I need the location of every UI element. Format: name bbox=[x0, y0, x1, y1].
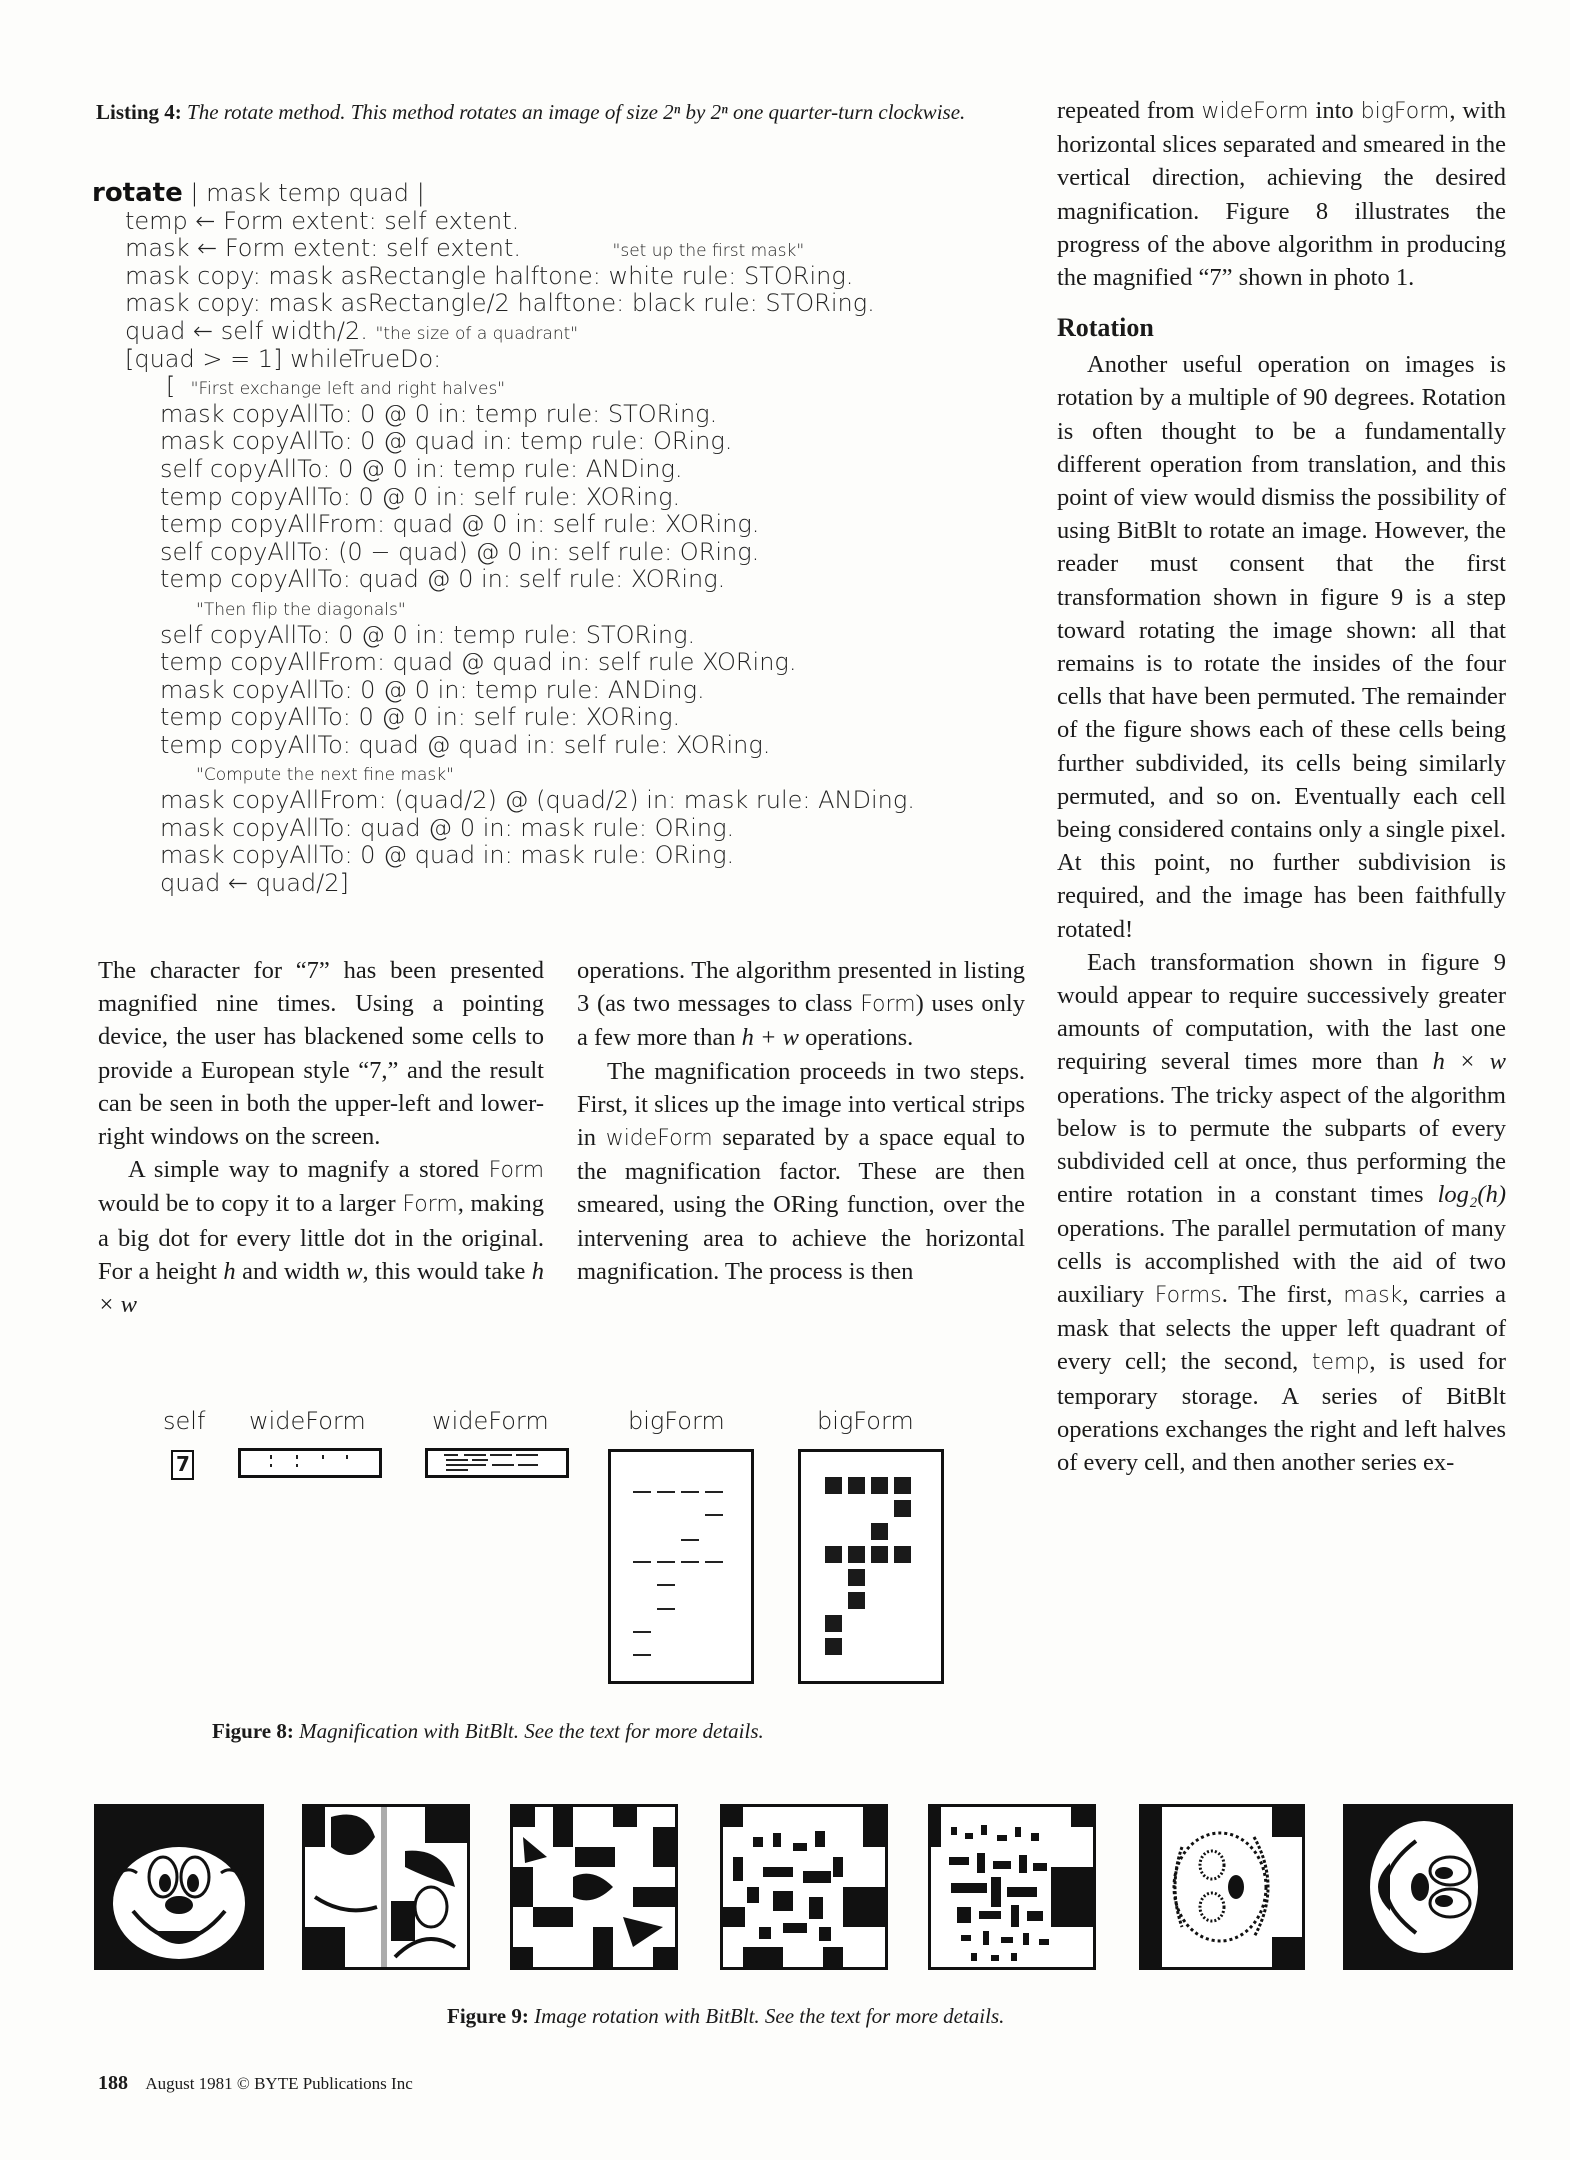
figure8-label-wideform: wideForm bbox=[432, 1407, 549, 1435]
figure8-caption bbox=[212, 1719, 764, 1744]
code-line bbox=[92, 622, 1052, 650]
code-line bbox=[92, 787, 1052, 815]
rotation-step-1 bbox=[94, 1804, 264, 1970]
rotation-step-4 bbox=[720, 1804, 888, 1970]
code-text: mask ← Form extent: self extent. bbox=[125, 234, 613, 263]
figure9-caption-text: Image rotation with BitBlt. See the text for more details. bbox=[534, 2004, 1005, 2028]
code-text: mask copy: mask asRectangle/2 halftone: black rule: STORing. bbox=[125, 289, 875, 318]
code-text: mask copyAllTo: 0 @ quad in: temp rule: ORing. bbox=[160, 427, 733, 456]
paragraph: Each transformation shown in figure 9 would appear to require successively greater amounts of computation, with the last one requiring several times more than h × w operations. The tricky aspect of the algorithm below is to permute the subparts of every subdivided cell at once, thus performing the entire rotation in a constant times log₂(h) operations. The parallel permutation of many cells is accomplished with the aid of two auxiliary Forms. The first, mask, carries a mask that selects the upper left quadrant of every cell; the second, temp, is used for temporary storage. A series of BitBlt operations exchanges the right and left halves of every cell, and then another series ex- bbox=[1057, 948, 1507, 1476]
code-line bbox=[92, 870, 1052, 898]
code-text: temp ← Form extent: self extent. bbox=[125, 206, 520, 235]
code-line bbox=[92, 732, 1052, 760]
wideform-strips bbox=[241, 1451, 379, 1475]
code-text: mask copyAllTo: quad @ 0 in: mask rule: ORing. bbox=[160, 813, 735, 842]
code-line bbox=[92, 511, 1052, 539]
footer-credit: August 1981 © BYTE Publications Inc bbox=[145, 2074, 413, 2093]
paragraph: repeated from wideForm into bigForm, with horizontal slices separated and smeared in the vertical direction, achieving the desired magnification. Figure 8 illustrates the progress of the above algorithm in producing the magnified “7” shown in photo 1. bbox=[1057, 97, 1506, 292]
page-number: 188 bbox=[98, 2072, 128, 2094]
code-text: temp copyAllTo: quad @ 0 in: self rule: XORing. bbox=[160, 565, 726, 594]
paragraph: The character for “7” has been presented magnified nine times. Using a pointing device, the user has blackened some cells to provide a European style “7,” and the result can be seen in both the upper-left and lower-right windows on the screen. bbox=[98, 957, 544, 1151]
code-line bbox=[92, 677, 1052, 705]
figure8-label-self: self bbox=[163, 1407, 206, 1435]
mickey-subdivided-6 bbox=[1142, 1807, 1302, 1967]
bigform-box-1 bbox=[608, 1449, 754, 1684]
page-footer bbox=[98, 2072, 413, 2095]
code-line bbox=[92, 428, 1052, 456]
code-line bbox=[92, 346, 1052, 374]
figure8-label-bigform: bigForm bbox=[628, 1407, 725, 1435]
mickey-face-original bbox=[97, 1807, 261, 1967]
code-line bbox=[92, 318, 1052, 346]
wideform-smeared bbox=[428, 1451, 566, 1475]
code-text: self copyAllTo: 0 @ 0 in: temp rule: STORing. bbox=[160, 620, 696, 649]
rotation-step-6 bbox=[1139, 1804, 1305, 1970]
code-text: temp copyAllFrom: quad @ quad in: self rule XORing. bbox=[160, 648, 797, 677]
code-line bbox=[92, 456, 1052, 484]
figure8-label-wideform: wideForm bbox=[249, 1407, 366, 1435]
listing-label: Listing 4: bbox=[96, 100, 182, 124]
code-comment: "set up the first mask" bbox=[612, 241, 805, 262]
body-column-1 bbox=[98, 954, 544, 1321]
code-line bbox=[92, 649, 1052, 677]
mickey-subdivided-5 bbox=[931, 1807, 1093, 1967]
code-text: self copyAllTo: 0 @ 0 in: temp rule: ANDing. bbox=[160, 454, 683, 483]
rotation-step-3 bbox=[510, 1804, 678, 1970]
mickey-subdivided-3 bbox=[513, 1807, 675, 1967]
code-text: temp copyAllFrom: quad @ 0 in: self rule: XORing. bbox=[160, 510, 760, 539]
bigform-box-2 bbox=[798, 1449, 944, 1684]
code-line bbox=[92, 815, 1052, 843]
section-heading: Rotation bbox=[1057, 313, 1154, 343]
code-line bbox=[92, 180, 1052, 208]
code-text: mask copyAllTo: 0 @ quad in: mask rule: ORing. bbox=[160, 841, 735, 870]
code-text: [ bbox=[166, 372, 191, 401]
code-line bbox=[92, 594, 1052, 622]
code-line bbox=[92, 566, 1052, 594]
code-line bbox=[92, 539, 1052, 567]
bigform-magnified-seven bbox=[801, 1452, 941, 1681]
code-text: quad ← quad/2] bbox=[160, 868, 349, 897]
code-line bbox=[92, 235, 1052, 263]
code-text: quad ← self width/2. bbox=[125, 316, 376, 345]
code-text: | mask temp quad | bbox=[182, 179, 425, 207]
mickey-face-rotated bbox=[1346, 1807, 1510, 1967]
wideform-box-1 bbox=[238, 1448, 382, 1478]
code-text: mask copyAllTo: 0 @ 0 in: temp rule: ANDing. bbox=[160, 675, 705, 704]
code-text: mask copy: mask asRectangle halftone: white rule: STORing. bbox=[125, 261, 854, 290]
body-column-3 bbox=[1057, 94, 1506, 1479]
code-keyword: rotate bbox=[92, 178, 183, 208]
rotation-step-2 bbox=[302, 1804, 470, 1970]
figure9-caption bbox=[447, 2004, 1004, 2029]
code-comment: "Compute the next fine mask" bbox=[196, 765, 454, 786]
code-text: temp copyAllTo: 0 @ 0 in: self rule: XORing. bbox=[160, 482, 681, 511]
figure8-label-bigform: bigForm bbox=[817, 1407, 914, 1435]
code-text: mask copyAllFrom: (quad/2) @ (quad/2) in: mask rule: ANDing. bbox=[160, 786, 915, 815]
self-seven-glyph: 7 bbox=[176, 1452, 190, 1476]
code-text: temp copyAllTo: quad @ quad in: self rule: XORing. bbox=[160, 730, 771, 759]
code-line bbox=[92, 373, 1052, 401]
paragraph: operations. The algorithm presented in listing 3 (as two messages to class Form) uses only a few more than h + w operations. bbox=[577, 957, 1025, 1052]
rotation-step-7 bbox=[1343, 1804, 1513, 1970]
body-column-2 bbox=[577, 954, 1025, 1288]
paragraph: The magnification proceeds in two steps. First, it slices up the image into vertical strips in wideForm separated by a space equal to the magnification factor. These are then smeared, using the ORing function, over the intervening area to achieve the horizontal magnification. The process is then bbox=[577, 1057, 1025, 1285]
bigform-slices bbox=[611, 1452, 751, 1681]
code-text: mask copyAllTo: 0 @ 0 in: temp rule: STORing. bbox=[160, 399, 718, 428]
code-comment: "First exchange left and right halves" bbox=[190, 379, 506, 400]
paragraph: Another useful operation on images is rotation by a multiple of 90 degrees. Rotation is often thought to be a fundamentally different operation from translation, and this point of view would dismiss the possibility of using BitBlt to rotate an image. However, the reader must consent that the first transformation shown in figure 9 is a step toward rotating the image shown: all that remains is to rotate the insides of the four cells that have been permuted. The remainder of the figure shows each of these cells being further subdivided, its cells being similarly permuted, and so on. Eventually each cell being considered contains only a single pixel. At this point, no further subdivision is required, and the image has been faithfully rotated! bbox=[1057, 351, 1506, 943]
listing-caption-text: The rotate method. This method rotates an image of size 2ⁿ by 2ⁿ one quarter-turn clockwise. bbox=[187, 100, 966, 124]
code-listing bbox=[92, 180, 1052, 897]
code-line bbox=[92, 401, 1052, 429]
code-line bbox=[92, 704, 1052, 732]
code-text: [quad > = 1] whileTrueDo: bbox=[125, 344, 442, 373]
listing-caption bbox=[96, 98, 1026, 126]
paragraph: A simple way to magnify a stored Form would be to copy it to a larger Form, making a big dot for every little dot in the original. For a height h and width w, this would take h × w bbox=[98, 1156, 544, 1319]
figure9-caption-label: Figure 9: bbox=[447, 2004, 529, 2028]
code-comment: "the size of a quadrant" bbox=[375, 323, 579, 344]
wideform-box-2 bbox=[425, 1448, 569, 1478]
rotation-step-5 bbox=[928, 1804, 1096, 1970]
code-line bbox=[92, 263, 1052, 291]
figure8-caption-text: Magnification with BitBlt. See the text for more details. bbox=[299, 1719, 764, 1743]
code-line bbox=[92, 484, 1052, 512]
code-text: temp copyAllTo: 0 @ 0 in: self rule: XORing. bbox=[160, 703, 681, 732]
code-line bbox=[92, 759, 1052, 787]
code-text: self copyAllTo: (0 − quad) @ 0 in: self rule: ORing. bbox=[160, 537, 760, 566]
code-comment: "Then flip the diagonals" bbox=[196, 599, 406, 620]
figure8-caption-label: Figure 8: bbox=[212, 1719, 294, 1743]
code-line bbox=[92, 208, 1052, 236]
mickey-subdivided-4 bbox=[723, 1807, 885, 1967]
code-line bbox=[92, 842, 1052, 870]
self-form-box bbox=[171, 1450, 194, 1480]
mickey-quadrants-permuted bbox=[305, 1807, 467, 1967]
code-line bbox=[92, 290, 1052, 318]
